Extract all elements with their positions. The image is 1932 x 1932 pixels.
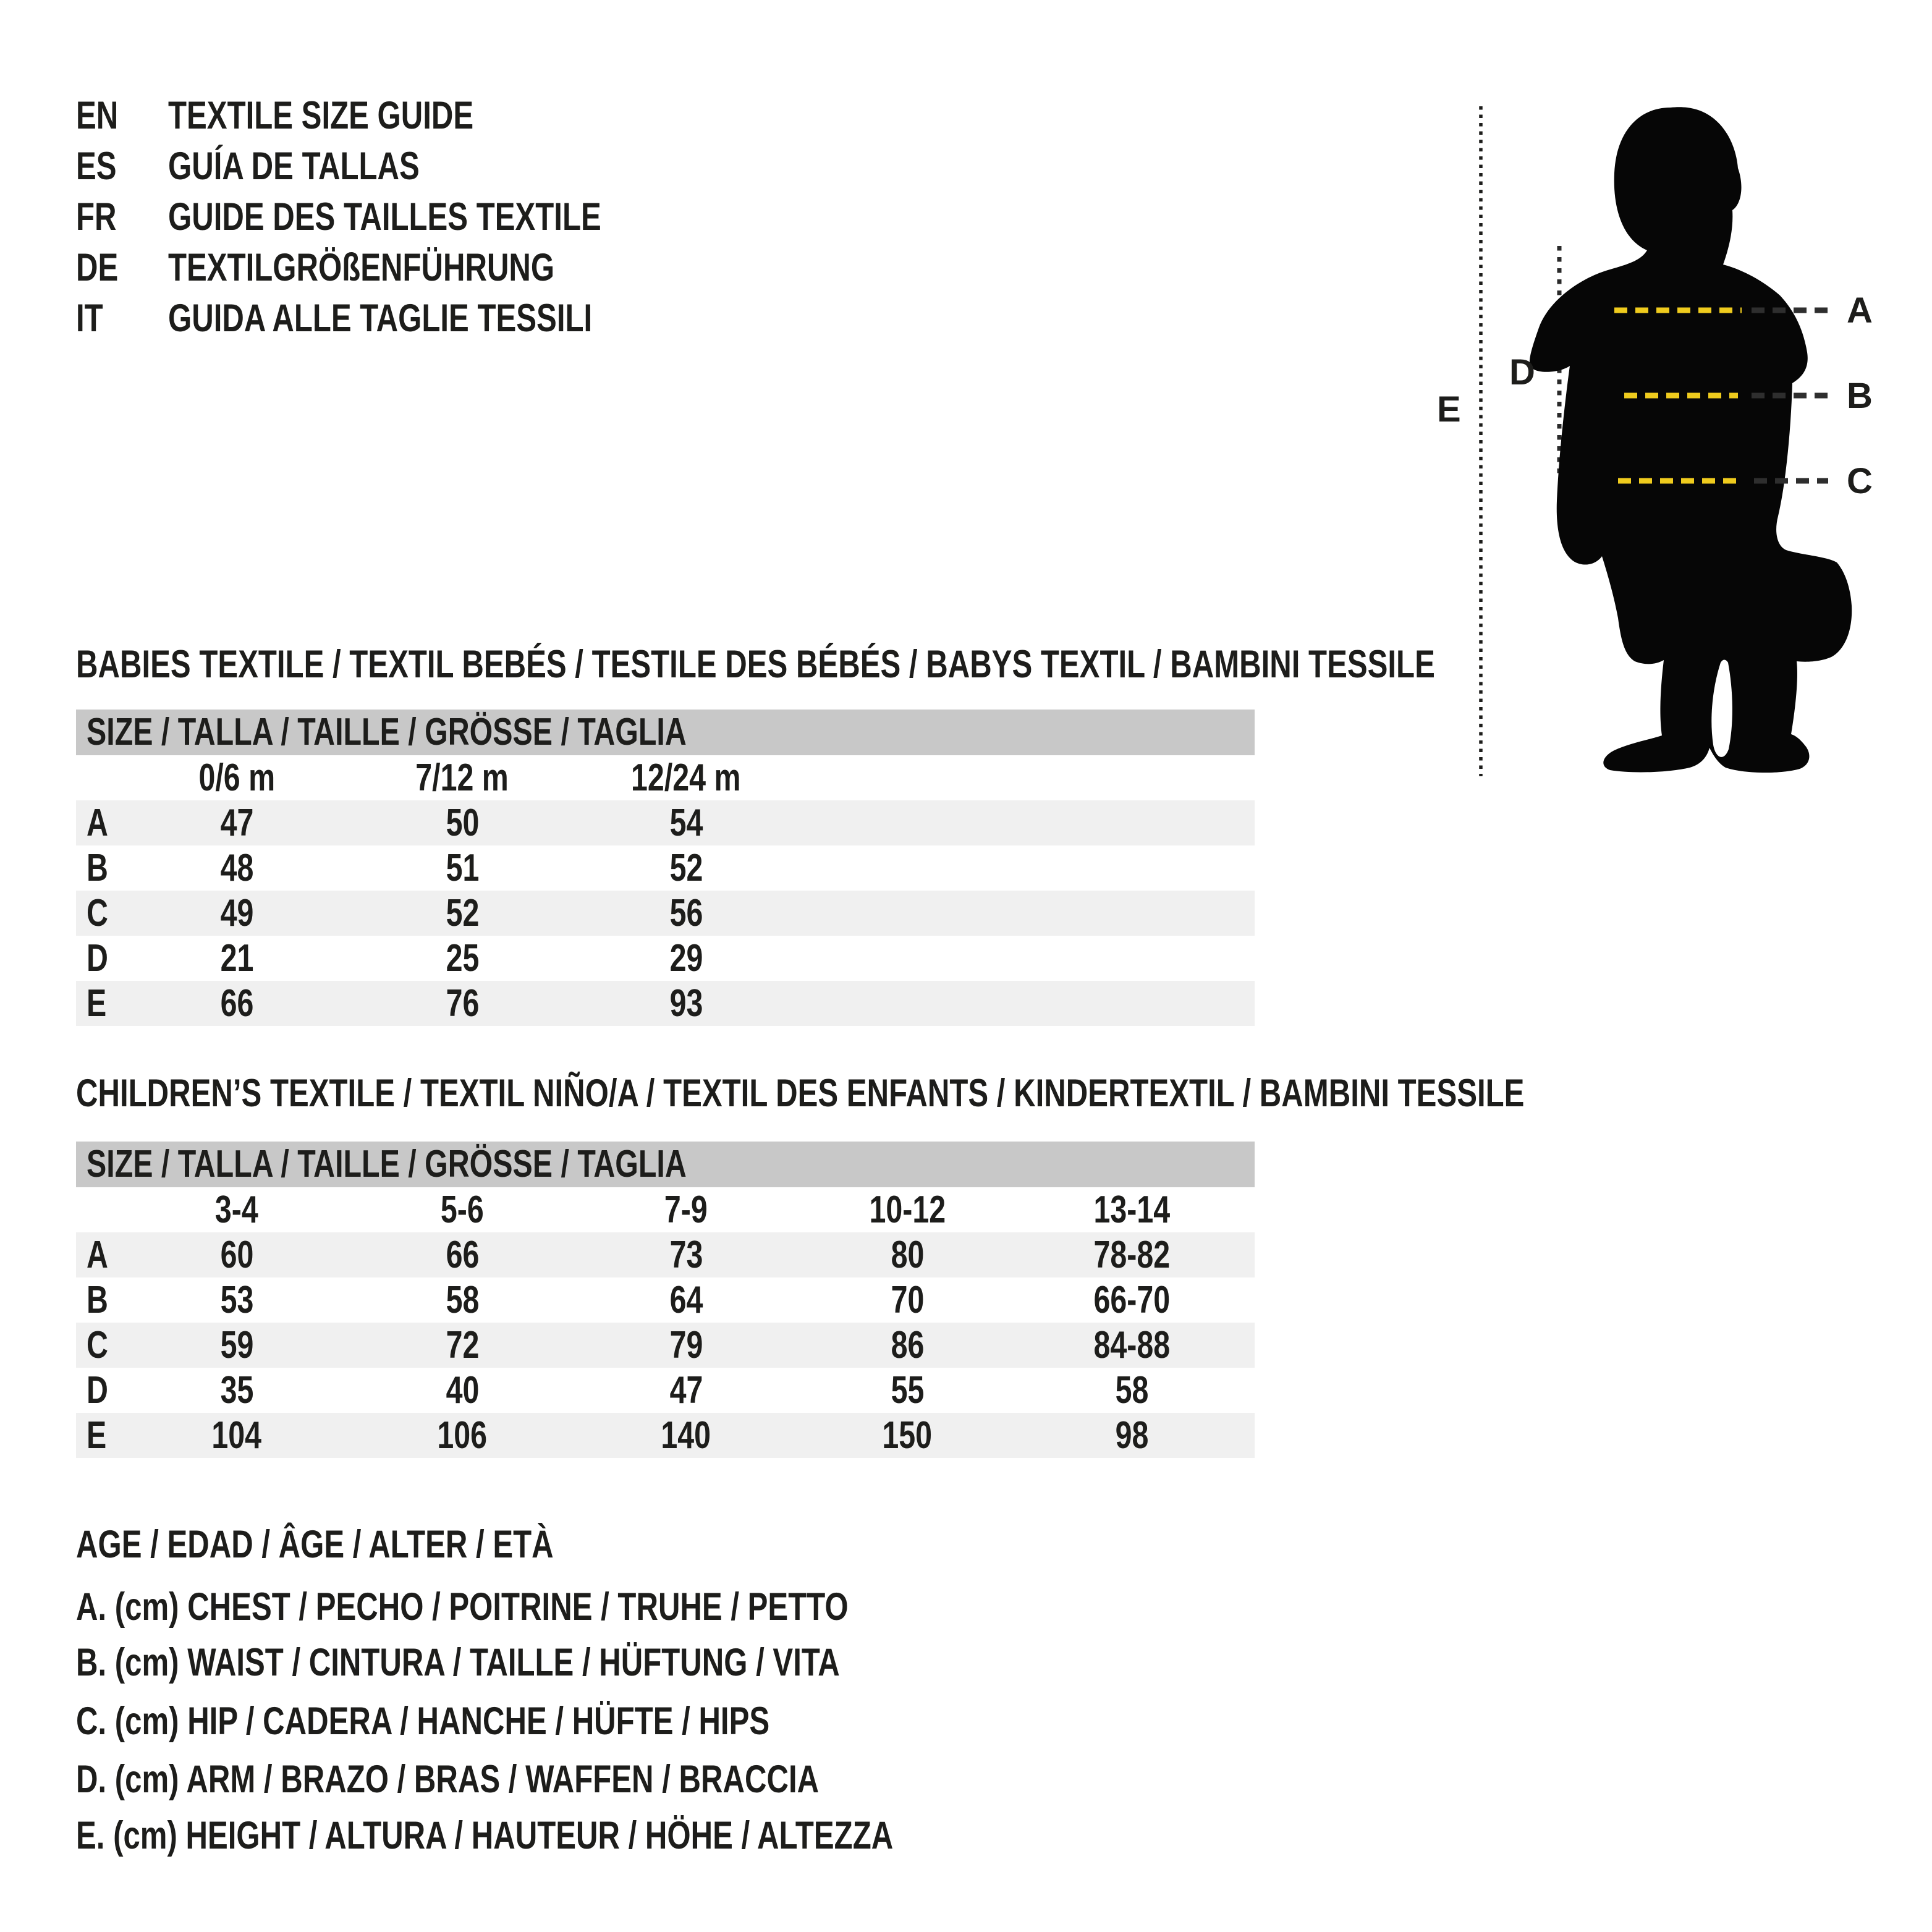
language-row-de <box>76 242 723 293</box>
language-code-en: EN <box>76 94 119 137</box>
row-label-a: A <box>87 1234 108 1276</box>
language-title-de: TEXTILGRÖßENFÜHRUNG <box>168 246 555 289</box>
language-code-de: DE <box>76 246 119 289</box>
language-row-fr <box>76 192 723 242</box>
babies-row-c: C 49 52 56 <box>76 891 1255 936</box>
language-row-en <box>76 90 723 141</box>
legend-hip: C. (cm) HIP / CADERA / HANCHE / HÜFTE / HIPS <box>76 1700 770 1743</box>
row-label-c: C <box>87 1324 108 1366</box>
figure-label-a: A <box>1847 290 1873 331</box>
row-label-c: C <box>87 892 108 934</box>
babies-section-heading: BABIES TEXTILE / TEXTIL BEBÉS / TESTILE DES BÉBÉS / BABYS TEXTIL / BAMBINI TESSILE <box>76 643 1435 686</box>
row-label-b: B <box>87 847 108 889</box>
figure-label-b: B <box>1847 376 1873 416</box>
language-title-es: GUÍA DE TALLAS <box>168 145 420 188</box>
figure-label-d: D <box>1509 352 1535 392</box>
children-table-header: SIZE / TALLA / TAILLE / GRÖSSE / TAGLIA <box>76 1142 1255 1187</box>
children-size-table <box>76 1142 1255 1458</box>
legend-height: E. (cm) HEIGHT / ALTURA / HAUTEUR / HÖHE / ALTEZZA <box>76 1814 894 1857</box>
children-row-e: E 104 106 140 150 98 <box>76 1413 1255 1458</box>
language-title-en: TEXTILE SIZE GUIDE <box>168 94 474 137</box>
measurement-legend <box>76 1525 1127 1871</box>
row-label-e: E <box>87 1414 107 1457</box>
row-label-d: D <box>87 1369 108 1412</box>
language-code-es: ES <box>76 145 117 188</box>
legend-waist: B. (cm) WAIST / CINTURA / TAILLE / HÜFTUNG / VITA <box>76 1641 840 1684</box>
children-row-a: A 60 66 73 80 78-82 <box>76 1232 1255 1277</box>
children-section-heading: CHILDREN’S TEXTILE / TEXTIL NIÑO/A / TEXTIL DES ENFANTS / KINDERTEXTIL / BAMBINI TESSILE <box>76 1072 1525 1115</box>
children-row-d: D 35 40 47 55 58 <box>87 1369 1148 1412</box>
language-code-it: IT <box>76 297 103 340</box>
row-label-b: B <box>87 1279 108 1321</box>
legend-arm: D. (cm) ARM / BRAZO / BRAS / WAFFEN / BRACCIA <box>76 1758 820 1801</box>
row-label-a: A <box>87 802 108 844</box>
legend-chest: A. (cm) CHEST / PECHO / POITRINE / TRUHE / PETTO <box>76 1585 849 1629</box>
children-row-c: C 59 72 79 86 84-88 <box>76 1323 1255 1368</box>
babies-table-header: SIZE / TALLA / TAILLE / GRÖSSE / TAGLIA <box>76 710 1255 755</box>
legend-age: AGE / EDAD / ÂGE / ALTER / ETÀ <box>76 1523 554 1566</box>
language-row-es <box>76 141 723 192</box>
language-code-fr: FR <box>76 195 117 239</box>
babies-row-a: A 47 50 54 <box>76 800 1255 845</box>
children-row-b: B 53 58 64 70 66-70 <box>87 1279 1170 1321</box>
babies-row-d: D 21 25 29 <box>87 937 703 980</box>
babies-column-header-row: 0/6 m 7/12 m 12/24 m <box>198 756 741 799</box>
figure-label-e: E <box>1437 389 1461 430</box>
language-list <box>76 90 723 344</box>
measurement-figure <box>1421 93 1932 803</box>
language-row-it <box>76 293 723 344</box>
children-column-header-row: 3-4 5-6 7-9 10-12 13-14 <box>215 1188 1170 1231</box>
babies-size-table <box>76 710 1255 1026</box>
row-label-d: D <box>87 937 108 980</box>
row-label-e: E <box>87 982 107 1025</box>
language-title-it: GUIDA ALLE TAGLIE TESSILI <box>168 297 593 340</box>
figure-label-c: C <box>1847 461 1873 501</box>
babies-row-b: B 48 51 52 <box>87 847 703 889</box>
babies-row-e: E 66 76 93 <box>76 981 1255 1026</box>
language-title-fr: GUIDE DES TAILLES TEXTILE <box>168 195 601 239</box>
